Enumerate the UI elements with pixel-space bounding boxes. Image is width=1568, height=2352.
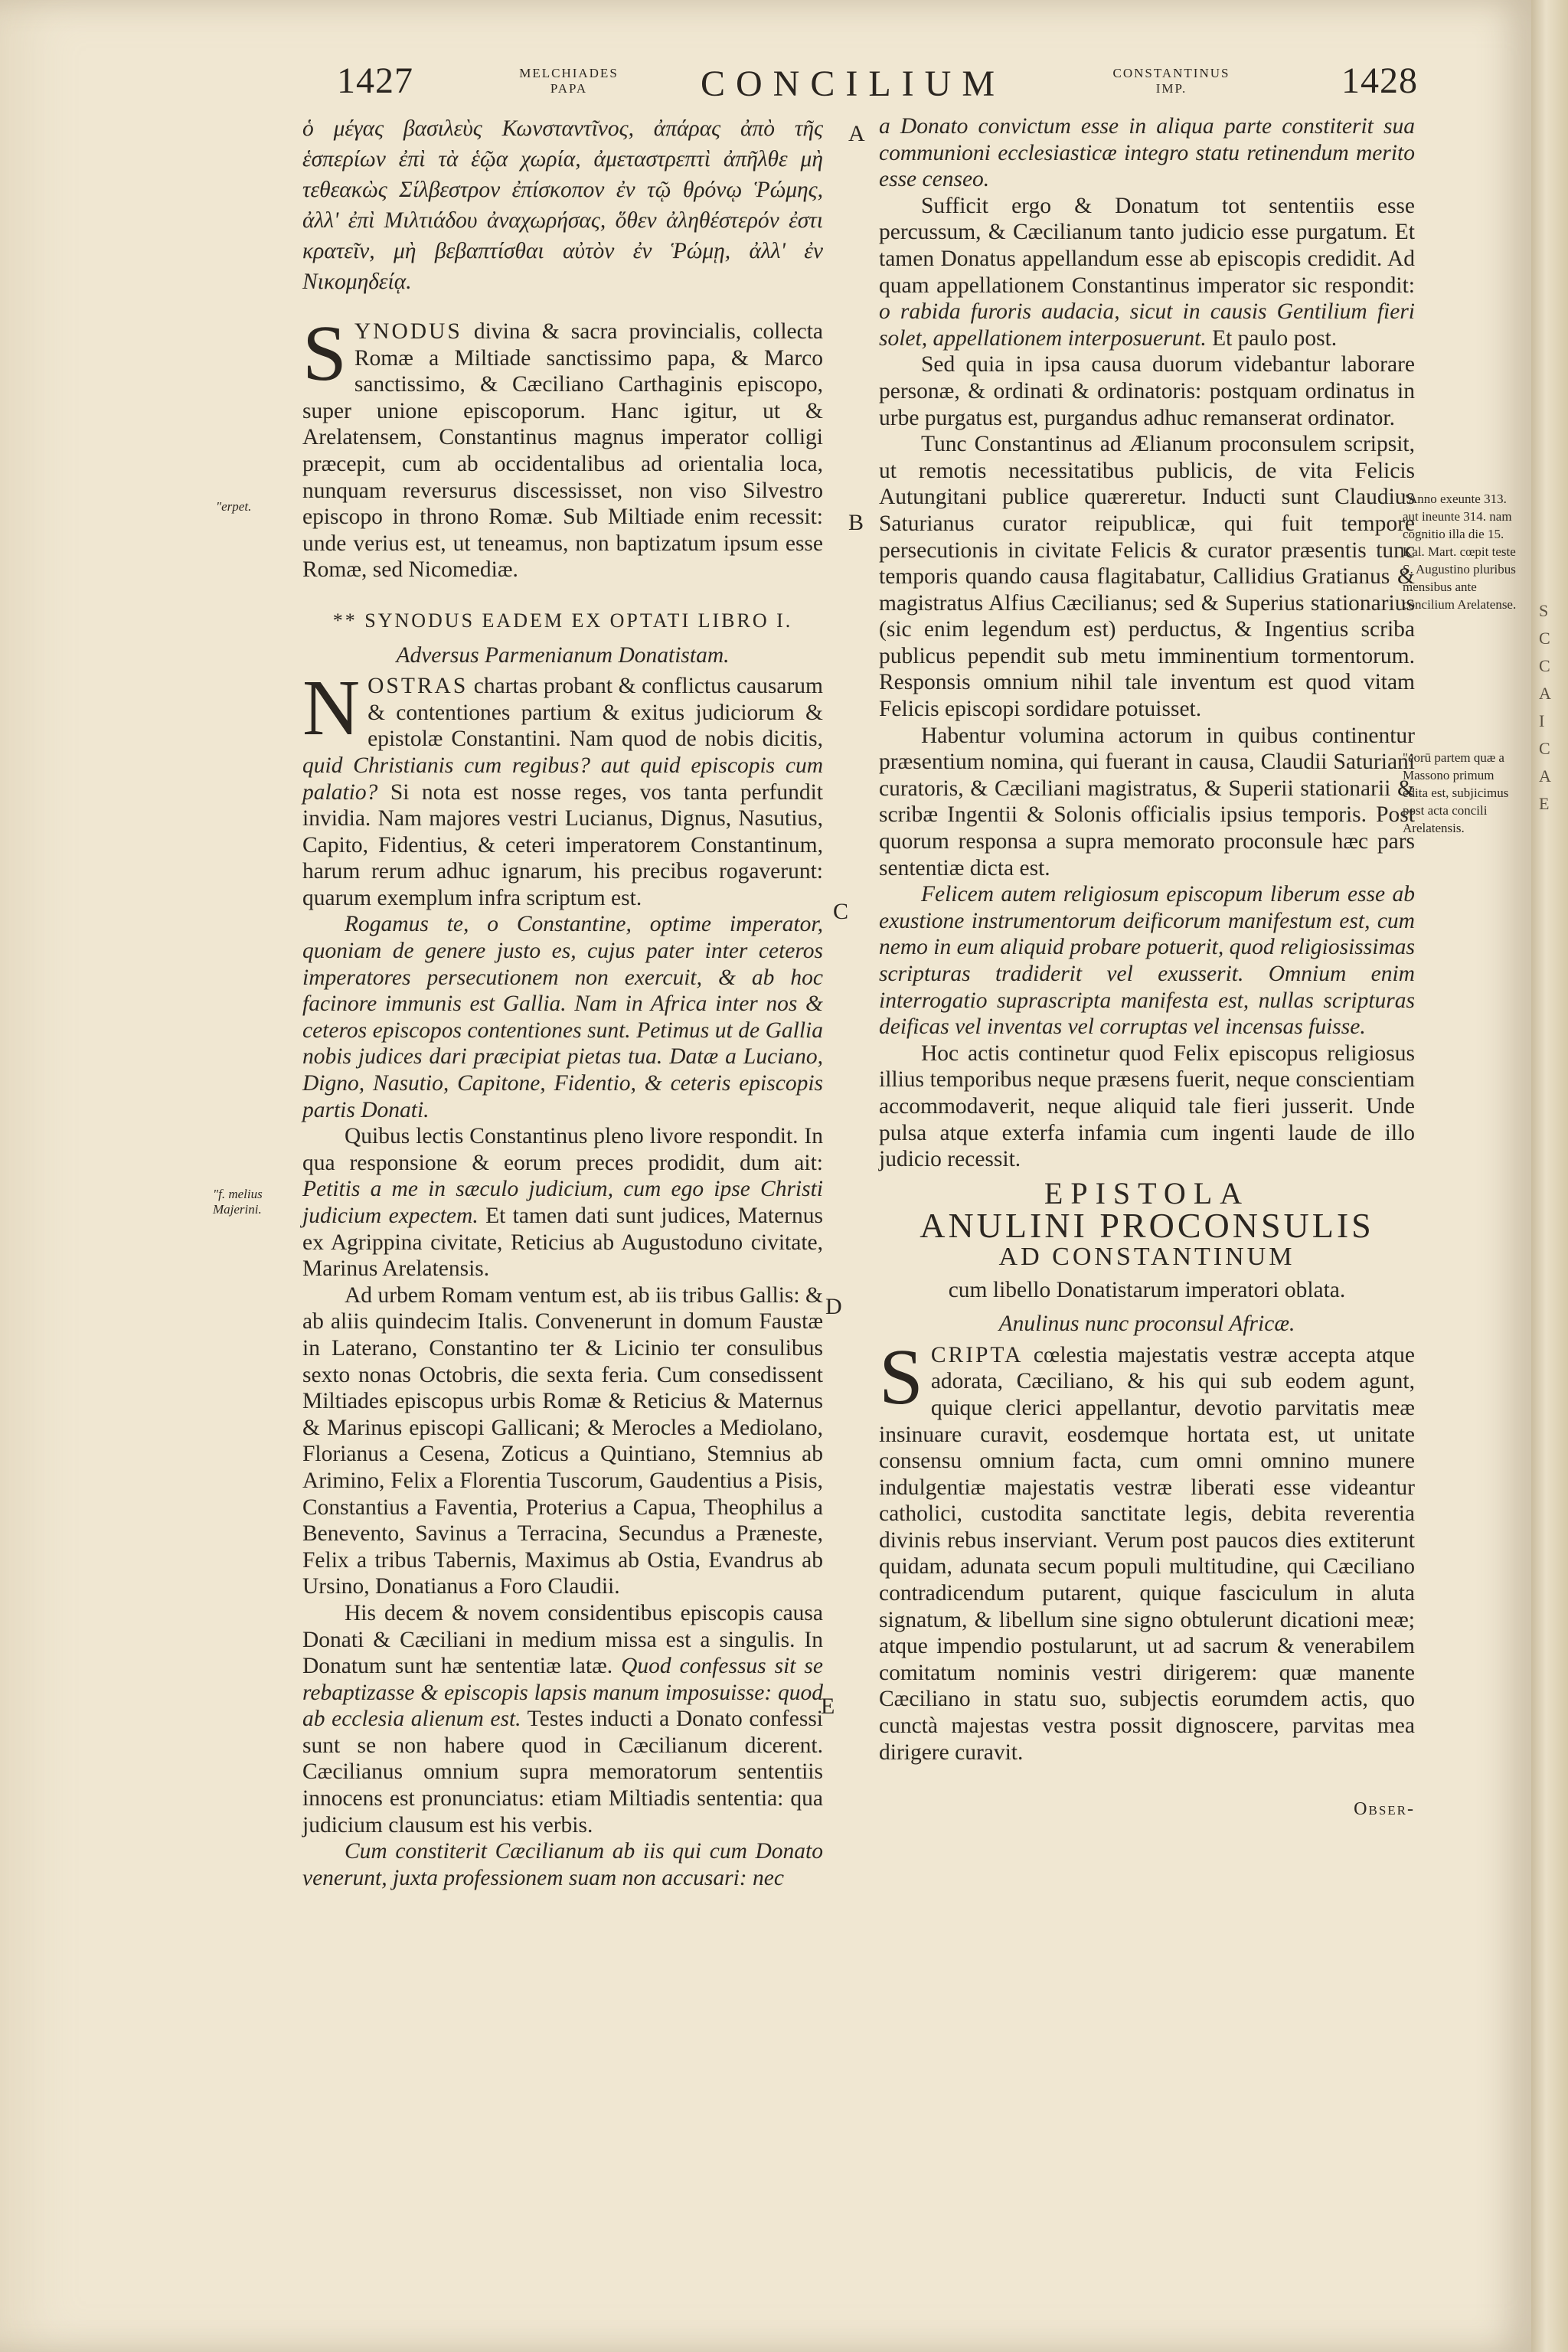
lead-word: YNODUS bbox=[354, 319, 462, 344]
paragraph-text: chartas probant & conflictus causarum & contentiones partium & exitus judiciorum & epistolæ Constantini. Nam quod de nobis dicitis, bbox=[368, 674, 823, 752]
italic-quote: Quod confessus sit se rebaptizasse & episcopis lapsis manum imposuisse: quod ab ecclesia alienum est. bbox=[302, 1654, 823, 1732]
his-decem-paragraph bbox=[302, 1600, 823, 1838]
nostras-paragraph bbox=[302, 664, 823, 911]
next-page-edge-letters bbox=[1539, 597, 1562, 818]
page-number-left: 1427 bbox=[337, 60, 413, 101]
left-column bbox=[302, 113, 823, 1891]
running-head-left-line2: PAPA bbox=[550, 81, 588, 96]
margin-note-anno: "Anno exeunte 313. aut ineunte 314. nam cognitio illa die 15. Kal. Mart. cœpit teste S. Augustino pluribus mensibus ante concilium Arelatense. bbox=[1403, 492, 1517, 612]
catchword: Obser- bbox=[1354, 1799, 1415, 1820]
edge-letter: I bbox=[1539, 711, 1545, 730]
italic-quote: o rabida furoris audacia, sicut in causis Gentilium fieri solet, appellationem interposuerunt. bbox=[879, 299, 1415, 351]
greek-passage: ὁ μέγας βασιλεὺς Κωνσταντῖνος, ἀπάρας ἀπὸ τῆς ἑσπερίων ἐπὶ τὰ ἑῷα χωρία, ἀμεταστρεπτὶ ἀπῆλθε μὴ τεθεακὼς Σίλβεστρον ἐπίσκοπον ἐν τῷ θρόνῳ Ῥώμης, ἀλλ' ἐπὶ Μιλτιάδου ἀναχωρήσας, ὅθεν ἀληθέστερόν ἐστι κρατεῖν, μὴ βεβαπτίσθαι αὐτὸν ἐν Ῥώμῃ, ἀλλ' ἐν Νικομηδείᾳ. bbox=[302, 116, 823, 294]
margin-note-erpet: "erpet. bbox=[216, 499, 252, 514]
drop-cap: N bbox=[302, 664, 361, 753]
synodus-paragraph bbox=[302, 309, 823, 583]
running-title: CONCILIUM bbox=[701, 64, 1005, 104]
sententia-continuation: a Donato convictum esse in aliqua parte constiterit sua communioni ecclesiasticæ integro statu retinendum merito esse censeo. bbox=[879, 114, 1415, 192]
running-head-right bbox=[1072, 66, 1271, 96]
sufficit-paragraph bbox=[879, 193, 1415, 352]
edge-letter: A bbox=[1539, 766, 1551, 786]
epistola-salutation: Anulinus nunc proconsul Africæ. bbox=[998, 1312, 1295, 1337]
section-letter-a: A bbox=[848, 121, 865, 146]
edge-letter: C bbox=[1539, 739, 1550, 758]
page-number-right: 1428 bbox=[1341, 60, 1418, 101]
italic-quote: quid Christianis cum regibus? aut quid episcopis cum palatio? bbox=[302, 753, 823, 805]
running-head-left bbox=[496, 66, 642, 96]
edge-letter: C bbox=[1539, 656, 1550, 675]
ad-urbem-paragraph: Ad urbem Romam ventum est, ab iis tribus Gallis: & ab aliis quindecim Italis. Convenerunt in domum Faustæ in Laterano, Constantino ter & Licinio ter consulibus sexto nonas Octobris, die sexta feria. Cum consedissent Miltiades episcopus urbis Romæ & Reticius & Maternus & Marinus episcopi Gallicani; & Merocles a Mediolano, Florianus a Cesena, Zoticus a Quintiano, Stemnius ab Arimino, Felix a Florentia Tuscorum, Gaudentius a Pisis, Constantius a Faventia, Proterius a Capua, Theophilus a Benevento, Savinus a Terracina, Secundus a Præneste, Felix a tribus Tabernis, Maximus ab Ostia, Evandrus ab Ursino, Donatianus a Foro Claudii. bbox=[302, 1282, 823, 1599]
lead-word: CRIPTA bbox=[930, 1342, 1024, 1367]
margin-note-melius: "f. melius Majerini. bbox=[213, 1187, 263, 1217]
paragraph-text: cœlestia majestatis vestræ accepta atque adorata, Cæciliano, & his qui sub eodem agunt, quique clerici appellantur, devotio parvitatis meæ insinuare curavit, eosdemque hortata est, ut unitate consensu omnium facta, cum omni omnino munere indulgentiæ majestatis vestræ liberati esse videantur catholici, custodita sanctitate legis, debita reverentia divinis rebus inserviant. Verum post paucos dies extiterunt quidam, adunata secum populi multitudine, qui Cæciliano contradicendum putarent, quique fasciculum in aluta signatum, & libellum sine signo obtulerunt dicationi meæ; atque impendio postularunt, ut ad sacrum & venerabilem comitatum nominis vestri dirigerem: quæ manente Cæciliano in statu suo, subjectis eorumdem actis, quo cunctà majestas vestra possit dignoscere, parvitas mea dirigere curavit. bbox=[879, 1342, 1415, 1765]
paragraph-text: Et tamen dati sunt judices, Maternus ex Agrippina civitate, Reticius ab Augustoduno civitate, Marinus Arelatensis. bbox=[302, 1204, 823, 1282]
paragraph-text: Si nota est nosse reges, vos tanta perfundit invidia. Nam majores vestri Lucianus, Dignus, Nasutius, Capito, Fidentius, & ceteri imperatorem Constantinum, harum rerum adhuc ignarum, his precibus rogaverunt: quarum exemplum infra scriptum est. bbox=[302, 779, 823, 910]
section-letter-b: B bbox=[848, 510, 864, 535]
running-head-left-line1: MELCHIADES bbox=[519, 66, 619, 80]
running-head-right-line1: CONSTANTINUS bbox=[1112, 66, 1230, 80]
drop-cap: S bbox=[879, 1332, 923, 1421]
rogamus-petition: Rogamus te, o Constantine, optime imperator, quoniam de genere justo es, cujus pater inter ceteros imperatores persecutionem non exercuit, & ab hoc facinore immunis est Gallia. Nam in Africa inter nos & ceteros episcopos contentiones sunt. Petimus ut de Gallia nobis judices dari præcipiat pietas tua. Datæ a Luciano, Digno, Nasutio, Capitone, Fidentio, & ceteris episcopis partis Donati. bbox=[302, 912, 823, 1122]
lead-word: OSTRAS bbox=[368, 674, 469, 699]
felicem-sententia: Felicem autem religiosum episcopum liberum esse ab exustione instrumentorum deificorum manifestum est, cum nemo in eum aliquid probare potuerit, quod religiosissimas scripturas tradiderit vel exusserit. Omnium enim interrogatio suprascripta manifesta est, nullas scripturas deificas vel inventas vel corruptas vel incensas fuisse. bbox=[879, 882, 1415, 1040]
paragraph-text: Testes inducti a Donato confessi sunt se non habere quod in Cæcilianum dicerent. Cæcilianus omnium supra memoratorum sententiis innocens est pronunciatus: etiam Miltiadis sententia: qua judicium clausum est his verbis. bbox=[302, 1707, 823, 1838]
edge-letter: E bbox=[1539, 794, 1550, 813]
quibus-paragraph bbox=[302, 1123, 823, 1282]
edge-letter: C bbox=[1539, 629, 1550, 648]
sententia-quote: Cum constiterit Cæcilianum ab iis qui cum Donato venerunt, juxta professionem suam non accusari: nec bbox=[302, 1839, 823, 1890]
habentur-paragraph: Habentur volumina actorum in quibus continentur præsentium nomina, qui fuerant in causa, Claudii Saturiani curatoris, & Cæciliani magistratus, & Superii stationarii & scribæ Ingentii & Solonis officialis ipsius temporis. Post quorum responsa a supra memorato proconsule hæc pars sententiæ dicta est. bbox=[879, 723, 1415, 880]
hoc-actis-paragraph: Hoc actis continetur quod Felix episcopus religiosus illius temporibus neque præsens fuerit, neque conscientiam accommodaverit, neque aliquid tale fieri jusserit. Unde pulsa atque exterfa infamia cum ingenti laude de illo judicio recessit. bbox=[879, 1040, 1415, 1172]
epistola-title: EPISTOLA bbox=[1044, 1175, 1250, 1210]
anulini-title: ANULINI PROCONSULIS bbox=[920, 1206, 1374, 1246]
tunc-paragraph: Tunc Constantinus ad Ælianum proconsulem scripsit, ut remotis necessitatibus publicis, de vita Felicis Autungitani publice quæreretur. Inducti sunt Claudius Saturianus curator reipublicæ, qui fuit tempore persecutionis in civitate Felicis & curator præsentis tunc temporis quando causa flagitabatur, Callidius Gratianus & magistratus Alfius Cæcilianus; sed & Superius stationarius (sic enim legendum est) perductus, & Ingentius scriba publicus pependit sub metu imminentium tormentorum. Responsis omnium nihil tale inventum est quod vitam Felicis episcopi sordidare potuisset. bbox=[879, 432, 1415, 722]
paragraph-text: His decem & novem considentibus episcopis causa Donati & Cæciliani in medium missa est a singulis. In Donatum sunt hæ sententiæ latæ. bbox=[302, 1600, 823, 1679]
sed-quia-paragraph: Sed quia in ipsa causa duorum videbantur laborare personæ, & ordinati & ordinatoris: postquam ordinatus in urbe purgatus est, purgandus adhuc remanserat ordinator. bbox=[879, 352, 1415, 430]
running-head-right-line2: IMP. bbox=[1155, 81, 1187, 96]
epistola-subtitle: cum libello Donatistarum imperatori oblata. bbox=[948, 1277, 1346, 1302]
paragraph-text: Sufficit ergo & Donatum tot sententiis esse percussum, & Cæcilianum tanto judicio esse purgatum. Et tamen Donatus appellandum esse ab episcopis credidit. Ad quam appellationem Constantinus imperator sic respondit: bbox=[879, 193, 1415, 298]
paragraph-text: Quibus lectis Constantinus pleno livore respondit. In qua responsione & eorum preces prodidit, dum ait: bbox=[302, 1124, 823, 1175]
drop-cap: S bbox=[302, 309, 347, 397]
section-letter-c: C bbox=[833, 899, 849, 924]
paragraph-text: Et paulo post. bbox=[1206, 325, 1338, 351]
section-letter-d: D bbox=[825, 1294, 842, 1319]
section-subheading: Adversus Parmenianum Donatistam. bbox=[396, 642, 730, 668]
next-page-edge bbox=[1531, 0, 1568, 2352]
running-header bbox=[0, 60, 1531, 113]
margin-note-eoru: "eorū partem quæ a Massono primum edita est, subjicimus post acta concili Arelatensis. bbox=[1403, 750, 1509, 835]
italic-quote: Petitis a me in sæculo judicium, cum ego ipse Christi judicium expectem. bbox=[302, 1177, 823, 1228]
paragraph-text: divina & sacra provincialis, collecta Romæ a Miltiade sanctissimo papa, & Marco sanctissimo, & Cæciliano Carthaginis episcopo, super unione episcoporum. Hanc igitur, ut & Arelatensem, Constantinus magnus imperator colligi præcepit, cum ab occidentalibus ad orientalia loca, nunquam reversurus discessisset, non viso Silvestro episcopo in throno Romæ. Sub Miltiade enim recessit: unde verius est, ut teneamus, non baptizatum ipsum esse Romæ, sed Nicomediæ. bbox=[302, 319, 823, 583]
right-column bbox=[879, 113, 1415, 1823]
section-heading: ** SYNODUS EADEM EX OPTATI LIBRO I. bbox=[332, 609, 793, 632]
ad-constantinum-title: AD CONSTANTINUM bbox=[998, 1242, 1295, 1271]
edge-letter: A bbox=[1539, 684, 1551, 703]
section-letter-e: E bbox=[821, 1694, 835, 1719]
edge-letter: S bbox=[1539, 601, 1549, 620]
scripta-paragraph bbox=[879, 1332, 1415, 1766]
